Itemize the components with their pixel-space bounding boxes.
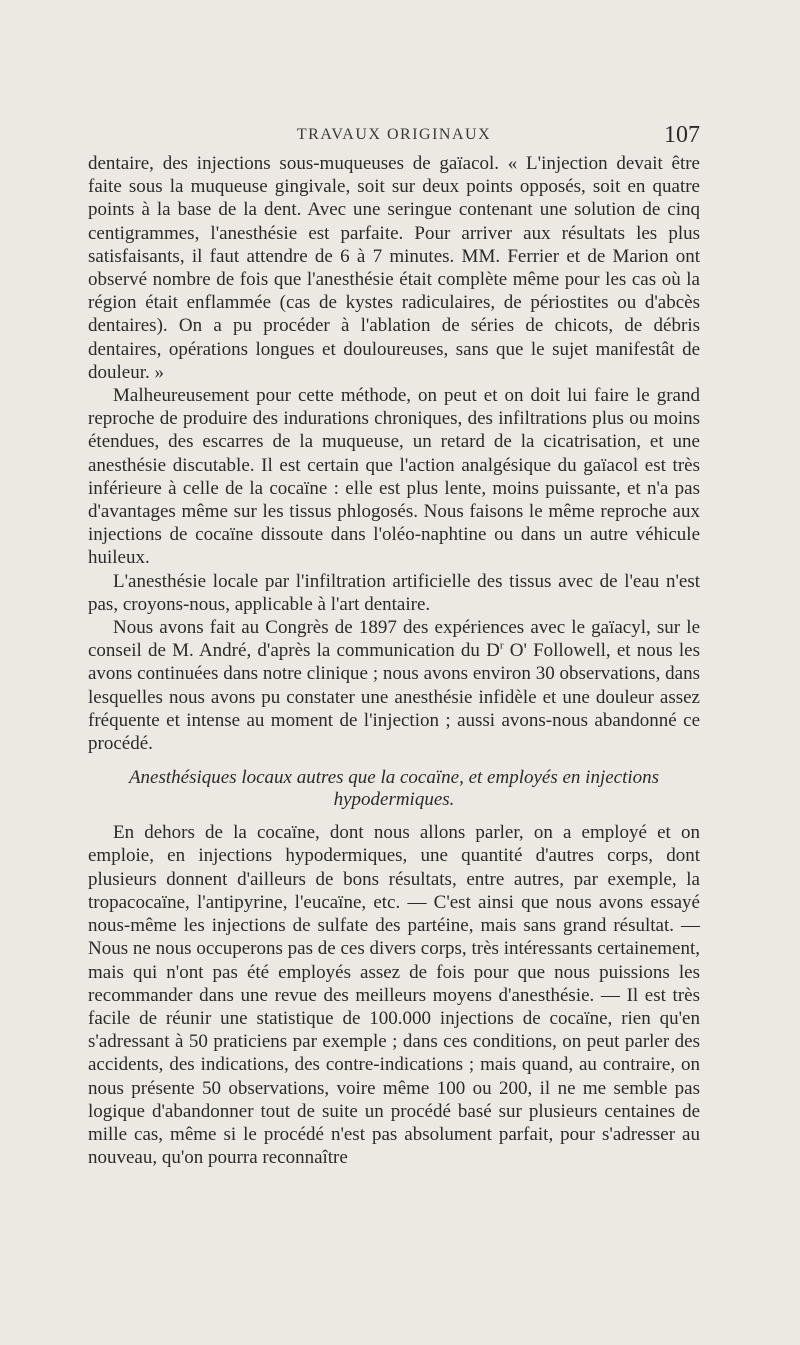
paragraph-infiltration: L'anesthésie locale par l'infiltration artificielle des tissus avec de l'eau n'est pas, croyons-nous, applicable à l'art dentaire. xyxy=(88,570,700,615)
page-header xyxy=(88,122,700,152)
body-text xyxy=(88,152,700,1169)
paragraph-congres-rest: O' Followell, et nous les avons continuées dans notre clinique ; nous avons environ 30 observations, dans lesquelles nous avons pu constater une anesthésie infidèle et une douleur assez fréquente et intense au moment de l'injection ; aussi avons-nous abandonné ce procédé. xyxy=(88,640,700,755)
paragraph-congres xyxy=(88,616,700,755)
section-heading-line-1: Anesthésiques locaux autres que la cocaïne, et employés en injections xyxy=(128,767,660,789)
running-head: TRAVAUX ORIGINAUX xyxy=(296,126,492,143)
doctor-superscript: r xyxy=(499,639,504,652)
paragraph-en-dehors: En dehors de la cocaïne, dont nous allons parler, on a employé et on emploie, en injections hypodermiques, une quantité d'autres corps, dont plusieurs donnent d'ailleurs de bons résultats, entre autres, par exemple, la tropacocaïne, l'antipyrine, l'eucaïne, etc. — C'est ainsi que nous avons essayé nous-même les injections de sulfate des partéine, mais sans grand résultat. — Nous ne nous occuperons pas de ces divers corps, très intéressants certainement, mais qui n'ont pas été employés assez de fois pour que nous puissions les recommander dans une revue des meilleurs moyens d'anesthésie. — Il est très facile de réunir une statistique de 100.000 injections de cocaïne, rien qu'en s'adressant à 50 praticiens par exemple ; dans ces conditions, on peut parler des accidents, des indications, des contre-indications ; mais quand, au contraire, on nous présente 50 observations, voire même 100 ou 200, il ne me semble pas logique d'abandonner tout de suite un procédé basé sur plusieurs centaines de mille cas, même si le procédé n'est pas absolument parfait, pour s'adresser au nouveau, qu'on pourra reconnaître xyxy=(88,822,700,1169)
section-heading-line-2: hypodermiques. xyxy=(333,789,455,811)
paragraph-malheureusement: Malheureusement pour cette méthode, on peut et on doit lui faire le grand reproche de produire des indurations chroniques, des infiltrations plus ou moins étendues, des escarres de la muqueuse, un retard de la cicatrisation, et une anesthésie discutable. Il est certain que l'action analgésique du gaïacol est très inférieure à celle de la cocaïne : elle est plus lente, moins puissante, et n'a pas d'avantages même sur les tissus phlogosés. Nous faisons le même reproche aux injections de cocaïne dissoute dans l'oléo-naphtine ou dans un autre véhicule huileux. xyxy=(88,385,700,569)
paragraph-continuation: dentaire, des injections sous-muqueuses de gaïacol. « L'injection devait être faite sous la muqueuse gingivale, soit sur deux points opposés, soit en quatre points à la base de la dent. Avec une seringue contenant une solution de cinq centigrammes, l'anesthésie est parfaite. Pour arriver aux résultats les plus satisfaisants, il faut attendre de 6 à 7 minutes. MM. Ferrier et de Marion ont observé nombre de fois que l'anesthésie était complète même pour les cas où la région était enflammée (cas de kystes radiculaires, de périostites ou d'abcès dentaires). On a pu procéder à l'ablation de séries de chicots, de débris dentaires, opérations longues et douloureuses, sans que le sujet manifestât de douleur. » xyxy=(88,153,700,383)
section-heading xyxy=(88,767,700,811)
page-number: 107 xyxy=(664,122,700,148)
paragraph-congres-text: Nous avons fait au Congrès de 1897 des expériences avec le gaïacyl, sur le conseil de M. André, d'après la communication du D xyxy=(88,617,700,662)
